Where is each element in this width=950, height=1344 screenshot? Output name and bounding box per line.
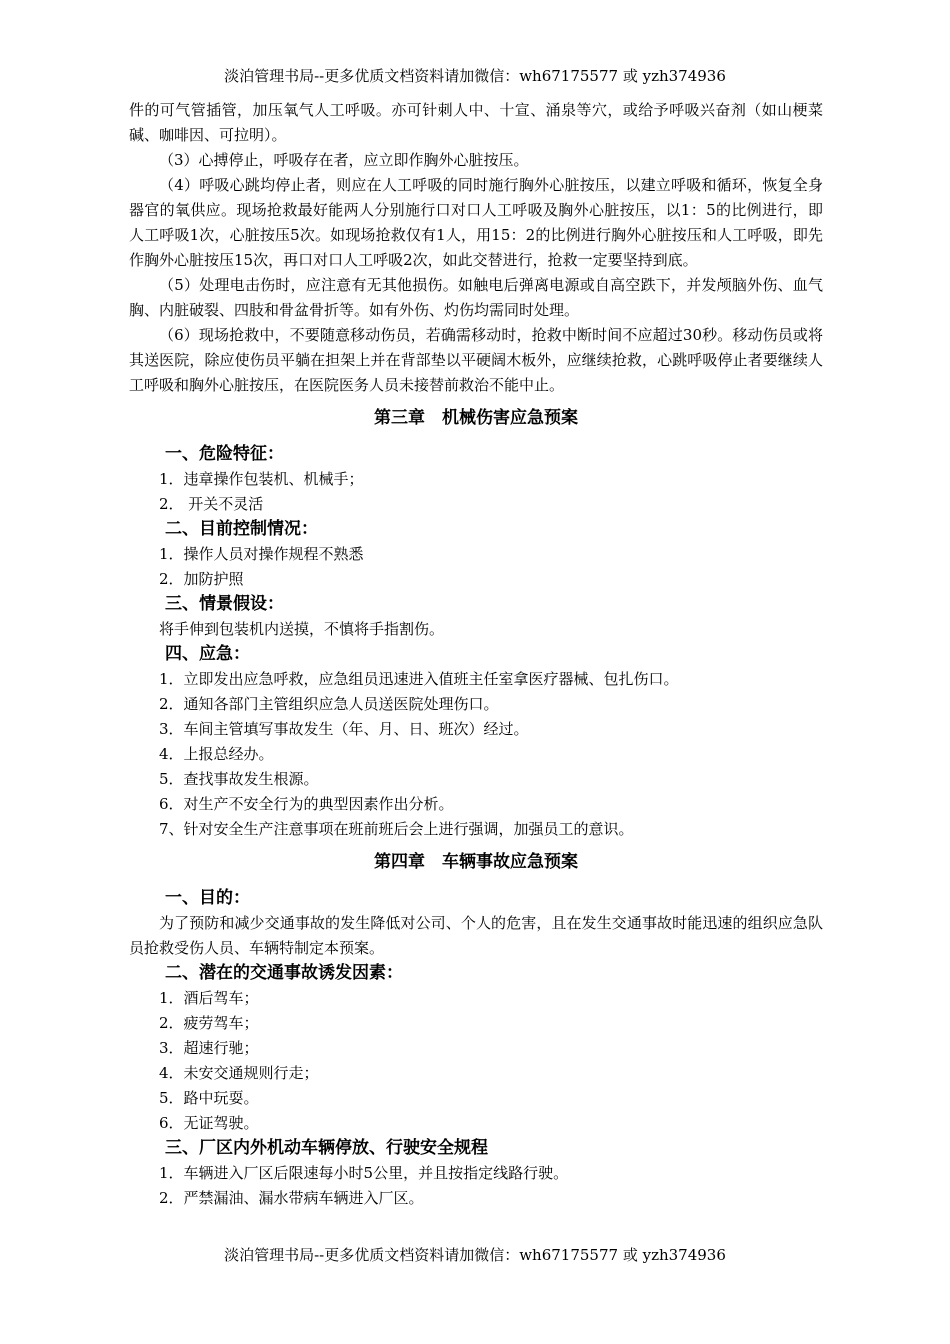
- list-item: [129, 492, 823, 517]
- list-item-text: 6．无证驾驶。: [159, 1114, 259, 1132]
- section-heading: 一、目的：: [165, 888, 250, 908]
- paragraph: 为了预防和减少交通事故的发生降低对公司、个人的危害，且在发生交通事故时能迅速的组织应急队员抢救受伤人员、车辆特制定本预案。: [129, 914, 823, 957]
- list-item: [129, 742, 823, 767]
- paragraph: （3）心搏停止，呼吸存在者，应立即作胸外心脏按压。: [159, 151, 529, 169]
- list-item: [129, 986, 823, 1011]
- list-item-text: 4．未安交通规则行走；: [159, 1064, 319, 1082]
- list-item-text: 将手伸到包装机内送摸，不慎将手指割伤。: [159, 620, 445, 638]
- list-item-text: 3．车间主管填写事故发生（年、月、日、班次）经过。: [159, 720, 529, 738]
- section-heading: 三、情景假设：: [165, 594, 284, 614]
- list-item-text: 2．通知各部门主管组织应急人员送医院处理伤口。: [159, 695, 499, 713]
- list-item: [129, 617, 823, 642]
- list-item: [129, 467, 823, 492]
- section-heading: 一、危险特征：: [165, 444, 284, 464]
- list-item-text: 7、针对安全生产注意事项在班前班后会上进行强调，加强员工的意识。: [159, 820, 634, 838]
- list-item-text: 5．查找事故发生根源。: [159, 770, 319, 788]
- list-item: [129, 1161, 823, 1186]
- list-item: [129, 1011, 823, 1036]
- list-item-text: 5．路中玩耍。: [159, 1089, 259, 1107]
- page-footer: 淡泊管理书局--更多优质文档资料请加微信：wh67175577 或 yzh374936: [224, 1246, 726, 1264]
- list-item: [129, 1086, 823, 1111]
- list-item: [129, 717, 823, 742]
- list-item-text: 2．疲劳驾车；: [159, 1014, 259, 1032]
- list-item: [129, 667, 823, 692]
- section-heading: 二、潜在的交通事故诱发因素：: [165, 963, 403, 983]
- paragraph: （4）呼吸心跳均停止者，则应在人工呼吸的同时施行胸外心脏按压，以建立呼吸和循环，恢复全身器官的氧供应。现场抢救最好能两人分别施行口对口人工呼吸及胸外心脏按压，以1：5的比例进行，即人工呼吸1次，心脏按压5次。如现场抢救仅有1人，用15：2的比例进行胸外心脏按压和人工呼吸，即先作胸外心脏按压15次，再口对口人工呼吸2次，如此交替进行，抢救一定要坚持到底。: [129, 176, 823, 269]
- list-item: [129, 1036, 823, 1061]
- list-item: [129, 1186, 823, 1211]
- list-item-text: 1．立即发出应急呼救，应急组员迅速进入值班主任室拿医疗器械、包扎伤口。: [159, 670, 679, 688]
- document-body: [129, 98, 823, 1211]
- list-item-text: 1．操作人员对操作规程不熟悉: [159, 545, 364, 563]
- list-item-text: 1．车辆进入厂区后限速每小时5公里，并且按指定线路行驶。: [159, 1164, 569, 1182]
- list-item-text: 3．超速行驰；: [159, 1039, 259, 1057]
- list-item: [129, 1111, 823, 1136]
- list-item-text: 2．严禁漏油、漏水带病车辆进入厂区。: [159, 1189, 424, 1207]
- list-item: [129, 792, 823, 817]
- list-item-text: 1．违章操作包装机、机械手；: [159, 470, 364, 488]
- list-item-text: 6．对生产不安全行为的典型因素作出分析。: [159, 795, 454, 813]
- list-item: [129, 1061, 823, 1086]
- chapter-title: 第三章 机械伤害应急预案: [374, 408, 578, 428]
- list-item: [129, 767, 823, 792]
- paragraph: （6）现场抢救中，不要随意移动伤员，若确需移动时，抢救中断时间不应超过30秒。移动伤员或将其送医院，除应使伤员平躺在担架上并在背部垫以平硬阔木板外，应继续抢救，心跳呼吸停止者要继续人工呼吸和胸外心脏按压，在医院医务人员未接替前救治不能中止。: [129, 326, 823, 394]
- section-heading: 四、应急：: [165, 644, 250, 664]
- paragraph: 件的可气管插管，加压氧气人工呼吸。亦可针刺人中、十宣、涌泉等穴，或给予呼吸兴奋剂（如山梗菜碱、咖啡因、可拉明）。: [129, 101, 823, 144]
- paragraph: （5）处理电击伤时，应注意有无其他损伤。如触电后弹离电源或自高空跌下，并发颅脑外伤、血气胸、内脏破裂、四肢和骨盆骨折等。如有外伤、灼伤均需同时处理。: [129, 276, 823, 319]
- section-heading: 三、厂区内外机动车辆停放、行驶安全规程: [165, 1138, 488, 1158]
- list-item-text: 2． 开关不灵活: [159, 495, 264, 513]
- list-item: [129, 817, 823, 842]
- list-item-text: 2．加防护照: [159, 570, 244, 588]
- list-item: [129, 567, 823, 592]
- chapter-title: 第四章 车辆事故应急预案: [374, 852, 578, 872]
- list-item: [129, 692, 823, 717]
- section-heading: 二、目前控制情况：: [165, 519, 318, 539]
- list-item-text: 4．上报总经办。: [159, 745, 274, 763]
- list-item-text: 1．酒后驾车；: [159, 989, 259, 1007]
- list-item: [129, 542, 823, 567]
- page-header: 淡泊管理书局--更多优质文档资料请加微信：wh67175577 或 yzh374936: [224, 67, 726, 85]
